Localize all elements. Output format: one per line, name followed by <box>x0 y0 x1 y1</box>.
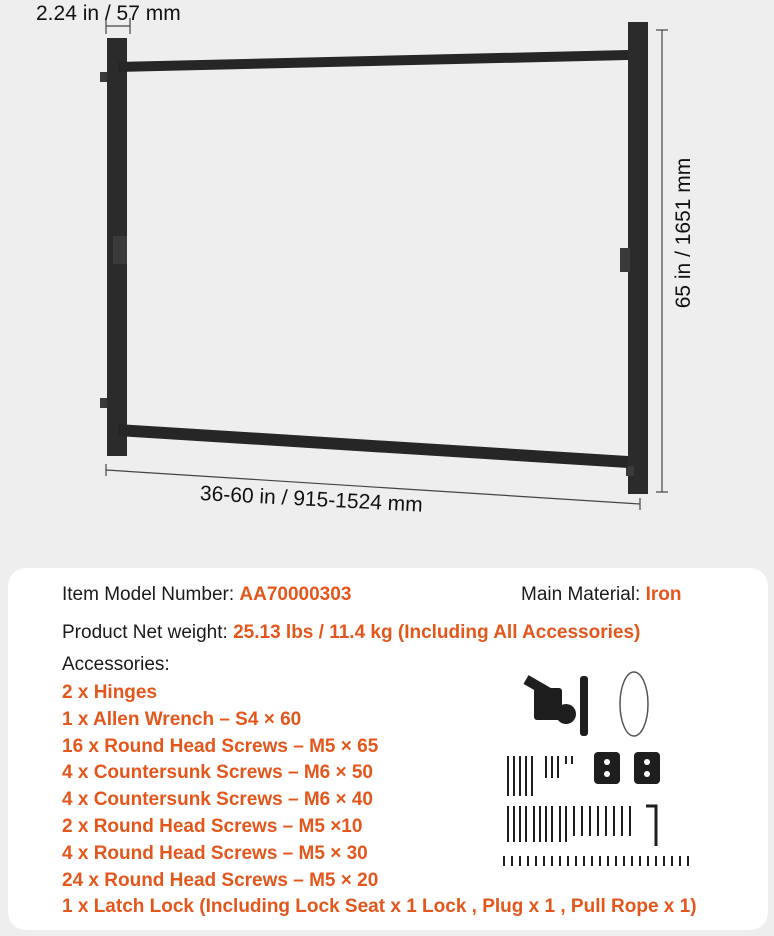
accessory-item: 4 x Countersunk Screws – M6 × 50 <box>62 762 373 784</box>
hinges-icon <box>594 752 660 784</box>
model-number-row <box>62 584 351 606</box>
material-value: Iron <box>645 584 682 605</box>
height-dimension-line <box>656 30 668 492</box>
accessory-item: 24 x Round Head Screws – M5 × 20 <box>62 869 379 891</box>
pull-rope-icon <box>620 672 648 736</box>
top-rail <box>118 50 628 72</box>
accessory-item: 16 x Round Head Screws – M5 × 65 <box>62 735 379 757</box>
height-label: 65 in / 1651 mm <box>672 157 695 309</box>
accessory-item: 4 x Round Head Screws – M5 × 30 <box>62 842 368 864</box>
post-width-label: 2.24 in / 57 mm <box>36 2 181 25</box>
short-screws-icon <box>504 856 688 866</box>
net-weight-value: 25.13 lbs / 11.4 kg (Including All Accessories) <box>233 622 641 643</box>
net-weight-label: Product Net weight: <box>62 622 228 643</box>
accessory-item: 1 x Latch Lock (Including Lock Seat x 1 Lock , Plug x 1 , Pull Rope x 1) <box>62 896 697 918</box>
accessory-item: 2 x Round Head Screws – M5 ×10 <box>62 815 363 837</box>
long-screws-icon <box>508 756 572 796</box>
latch-lock-icon <box>524 675 588 736</box>
hardware-kit-image <box>494 666 694 906</box>
net-weight-row <box>62 622 640 644</box>
material-row <box>521 584 682 606</box>
material-label: Main Material: <box>521 584 641 605</box>
model-number-label: Item Model Number: <box>62 584 235 605</box>
medium-screws-icon <box>508 806 630 842</box>
accessory-item: 4 x Countersunk Screws – M6 × 40 <box>62 789 373 811</box>
accessory-item: 2 x Hinges <box>62 682 158 703</box>
allen-wrench-icon <box>646 806 656 846</box>
right-post <box>628 22 648 494</box>
accessory-item: 1 x Allen Wrench – S4 × 60 <box>62 708 302 730</box>
width-range-label: 36-60 in / 915-1524 mm <box>199 482 424 517</box>
bottom-rail <box>118 424 628 468</box>
spec-panel <box>8 568 768 930</box>
accessories-title: Accessories: <box>62 654 170 675</box>
model-number-value: AA70000303 <box>239 584 352 605</box>
